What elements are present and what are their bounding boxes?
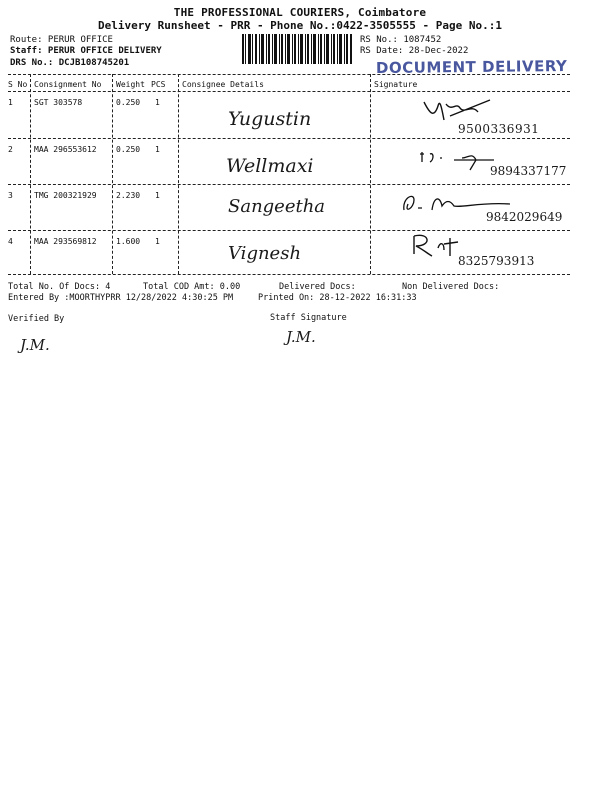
header-bottom-rule <box>8 91 570 92</box>
col-header-consignee: Consignee Details <box>182 80 264 89</box>
rs-number: RS No.: 1087452 <box>360 35 442 45</box>
rs-date: RS Date: 28-Dec-2022 <box>360 46 469 56</box>
entered-by: Entered By :MOORTHYPRR 12/28/2022 4:30:25 PM <box>8 293 234 303</box>
row-phone-handwritten: 8325793913 <box>458 254 535 268</box>
row-phone-handwritten: 9894337177 <box>490 164 567 178</box>
row-phone-handwritten: 9842029649 <box>486 210 563 224</box>
row-sno: 2 <box>8 145 13 154</box>
printed-on: Printed On: 28-12-2022 16:31:33 <box>258 293 417 303</box>
table-top-rule <box>8 74 570 75</box>
row-sno: 1 <box>8 98 13 107</box>
staff-initials: J.M. <box>286 328 316 346</box>
row-consignee-handwritten: Sangeetha <box>228 196 326 217</box>
row-consignment: MAA 296553612 <box>34 145 97 154</box>
row-consignment: MAA 293569812 <box>34 237 97 246</box>
row-weight: 2.230 <box>116 191 141 200</box>
route-label: Route: PERUR OFFICE <box>10 35 113 45</box>
verified-by-label: Verified By <box>8 314 65 324</box>
row-consignment: TMG 200321929 <box>34 191 97 200</box>
total-cod: Total COD Amt: 0.00 <box>143 282 241 292</box>
row-divider <box>8 230 570 231</box>
row-phone-handwritten: 9500336931 <box>458 122 540 136</box>
column-divider <box>178 74 179 274</box>
signature-scribble <box>418 144 498 174</box>
table-bottom-rule <box>8 274 570 275</box>
row-pcs: 1 <box>155 191 160 200</box>
row-divider <box>8 184 570 185</box>
col-header-signature: Signature <box>374 80 418 89</box>
staff-signature-label: Staff Signature <box>270 313 347 323</box>
row-pcs: 1 <box>155 237 160 246</box>
row-sno: 4 <box>8 237 13 246</box>
row-pcs: 1 <box>155 145 160 154</box>
col-header-consignment: Consignment No <box>34 80 102 89</box>
drs-number: DRS No.: DCJB108745201 <box>10 58 130 68</box>
column-divider <box>370 74 371 274</box>
col-header-pcs: PCS <box>151 80 166 89</box>
row-weight: 1.600 <box>116 237 141 246</box>
total-docs: Total No. Of Docs: 4 <box>8 282 111 292</box>
row-consignment: SGT 303578 <box>34 98 83 107</box>
document-delivery-stamp: DOCUMENT DELIVERY <box>375 56 568 78</box>
row-consignee-handwritten: Wellmaxi <box>226 155 314 177</box>
row-weight: 0.250 <box>116 145 141 154</box>
delivered-docs: Delivered Docs: <box>279 282 356 292</box>
col-header-sno: S No <box>8 80 28 89</box>
row-sno: 3 <box>8 191 13 200</box>
row-pcs: 1 <box>155 98 160 107</box>
col-header-weight: Weight <box>116 80 145 89</box>
company-title: THE PROFESSIONAL COURIERS, Coimbatore <box>173 6 427 19</box>
row-divider <box>8 138 570 139</box>
barcode-image <box>242 34 352 64</box>
row-weight: 0.250 <box>116 98 141 107</box>
non-delivered-docs: Non Delivered Docs: <box>402 282 500 292</box>
runsheet-subtitle: Delivery Runsheet - PRR - Phone No.:0422-3505555 - Page No.:1 <box>98 19 502 32</box>
row-consignee-handwritten: Vignesh <box>228 243 302 264</box>
column-divider <box>30 74 31 274</box>
staff-label: Staff: PERUR OFFICE DELIVERY <box>10 46 162 56</box>
verified-initials: J.M. <box>20 336 50 354</box>
row-consignee-handwritten: Yugustin <box>228 108 312 130</box>
column-divider <box>112 74 113 274</box>
